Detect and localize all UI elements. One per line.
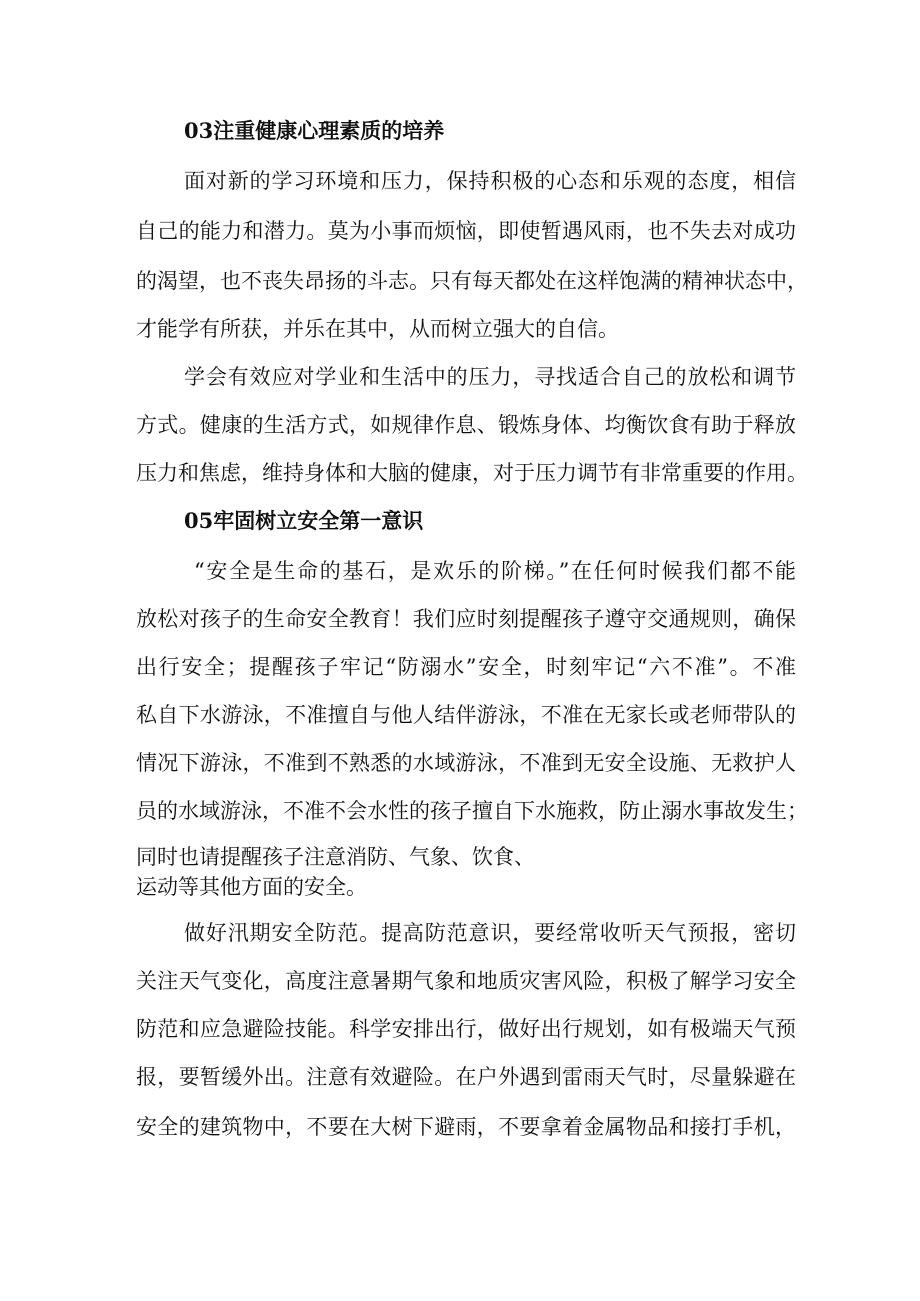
paragraph-line: 情况下游泳，不准到不熟悉的水域游泳，不准到无安全设施、无救护人 — [136, 751, 796, 775]
paragraph-line: 员的水域游泳，不准不会水性的孩子擅自下水施救，防止溺水事故发生； — [136, 799, 808, 823]
paragraph-line: 方式。健康的生活方式，如规律作息、锻炼身体、均衡饮食有助于释放 — [136, 413, 796, 437]
paragraph-line: 出行安全；提醒孩子牢记“防溺水”安全，时刻牢记“六不准”。不准 — [136, 655, 796, 679]
paragraph-line: 才能学有所获，并乐在其中，从而树立强大的自信。 — [136, 317, 619, 341]
paragraph-line: 放松对孩子的生命安全教育！我们应时刻提醒孩子遵守交通规则，确保 — [136, 607, 796, 631]
paragraph-line: 报，要暂缓外出。注意有效避险。在户外遇到雷雨天气时，尽量躲避在 — [136, 1065, 796, 1089]
paragraph-line: 压力和焦虑，维持身体和大脑的健康，对于压力调节有非常重要的作用。 — [136, 461, 808, 485]
paragraph-line: 自己的能力和潜力。莫为小事而烦恼，即使暂遇风雨，也不失去对成功 — [136, 219, 796, 243]
paragraph-line: 面对新的学习环境和压力，保持积极的心态和乐观的态度，相信 — [184, 169, 796, 193]
paragraph-line: 防范和应急避险技能。科学安排出行，做好出行规划，如有极端天气预 — [136, 1017, 796, 1041]
paragraph-line: 的渴望，也不丧失昂扬的斗志。只有每天都处在这样饱满的精神状态中， — [136, 269, 808, 293]
paragraph-line: 私自下水游泳，不准擅自与他人结伴游泳，不准在无家长或老师带队的 — [136, 703, 796, 727]
paragraph-line: “安全是生命的基石，是欢乐的阶梯。”在任何时候我们都不能 — [194, 559, 796, 583]
paragraph-line: 运动等其他方面的安全。 — [136, 875, 367, 899]
paragraph-line: 安全的建筑物中，不要在大树下避雨，不要拿着金属物品和接打手机， — [136, 1115, 796, 1139]
section-heading-03: 03注重健康心理素质的培养 — [184, 118, 445, 143]
section-heading-05: 05牢固树立安全第一意识 — [184, 508, 424, 533]
paragraph-line: 学会有效应对学业和生活中的压力，寻找适合自己的放松和调节 — [184, 365, 796, 389]
paragraph-line: 关注天气变化，高度注意暑期气象和地质灾害风险，积极了解学习安全 — [136, 969, 796, 993]
paragraph-line: 同时也请提醒孩子注意消防、气象、饮食、 — [136, 845, 535, 869]
paragraph-line: 做好汛期安全防范。提高防范意识，要经常收听天气预报，密切 — [184, 921, 796, 945]
